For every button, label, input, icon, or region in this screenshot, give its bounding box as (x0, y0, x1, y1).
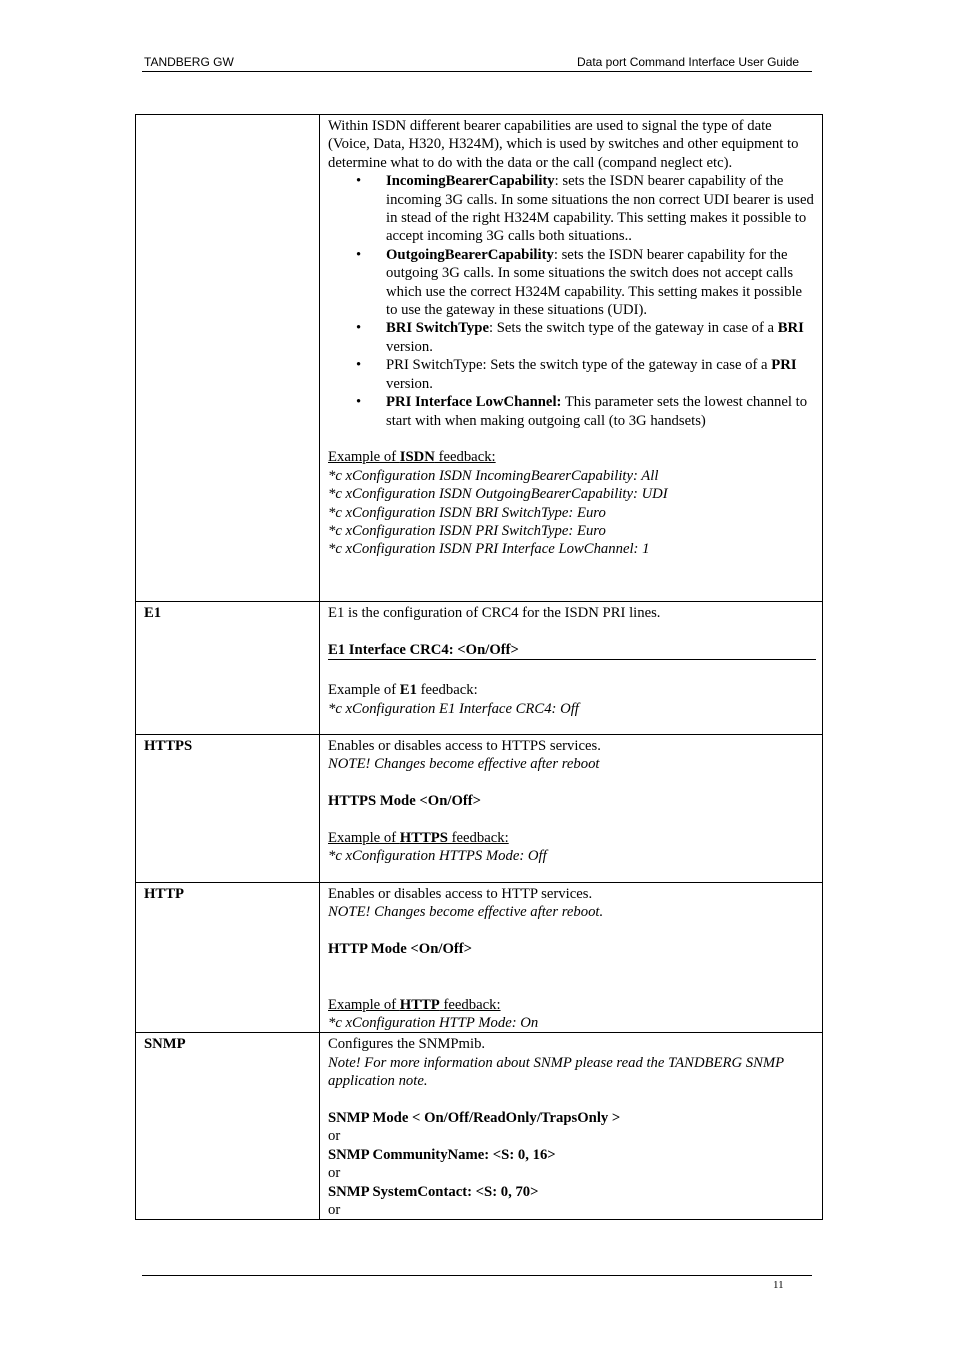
http-note: NOTE! Changes become effective after reboot. (328, 904, 604, 921)
bullet-icon: • (356, 246, 362, 263)
desc-cell-snmp (320, 1033, 823, 1220)
http-description: Enables or disables access to HTTP services. (328, 886, 593, 902)
e1-feedback-line: *c xConfiguration E1 Interface CRC4: Off (328, 700, 579, 717)
page-number: 11 (773, 1279, 784, 1291)
https-syntax: HTTPS Mode <On/Off> (328, 793, 482, 810)
isdn-feedback-line: *c xConfiguration ISDN IncomingBearerCapability: All (328, 467, 659, 484)
footer-rule (142, 1275, 812, 1276)
table-row-http (136, 883, 823, 1033)
desc-cell-https (320, 735, 823, 883)
snmp-or: or (328, 1202, 341, 1219)
config-table (135, 114, 823, 1220)
isdn-feedback-line: *c xConfiguration ISDN OutgoingBearerCapability: UDI (328, 486, 668, 503)
snmp-syntax-mode: SNMP Mode < On/Off/ReadOnly/TrapsOnly > (328, 1110, 621, 1127)
https-key: HTTPS (144, 738, 193, 754)
isdn-example-heading: Example of ISDN feedback: (328, 449, 496, 466)
list-item: • IncomingBearerCapability: sets the ISDN bearer capability of the incoming 3G calls. In some situations the non correct UDI bearer is used in stead of the right H324M capability. This setting makes it possible to accept incoming 3G calls both situations.. (356, 173, 814, 245)
e1-key: E1 (144, 605, 162, 621)
snmp-or: or (328, 1128, 341, 1145)
desc-cell-isdn (320, 115, 823, 602)
isdn-intro: Within ISDN different bearer capabilities are used to signal the type of date (Voice, Data, H320, H324M), which is used by switches and other equipment to determine what to do with the data or the call (compand neglect etc). (328, 118, 799, 171)
http-feedback-line: *c xConfiguration HTTP Mode: On (328, 1015, 539, 1032)
e1-example-heading: Example of E1 feedback: (328, 682, 478, 699)
table-row-isdn (136, 115, 823, 602)
snmp-syntax-contact: SNMP SystemContact: <S: 0, 70> (328, 1183, 539, 1200)
isdn-feedback-line: *c xConfiguration ISDN PRI SwitchType: Euro (328, 522, 606, 539)
isdn-feedback-line: *c xConfiguration ISDN PRI Interface LowChannel: 1 (328, 541, 650, 558)
snmp-description: Configures the SNMPmib. (328, 1036, 486, 1053)
https-description: Enables or disables access to HTTPS services. (328, 738, 601, 754)
http-key: HTTP (144, 886, 184, 902)
header-left: TANDBERG GW (144, 55, 234, 69)
e1-description: E1 is the configuration of CRC4 for the ISDN PRI lines. (328, 605, 661, 621)
snmp-or: or (328, 1165, 341, 1182)
bullet-icon: • (356, 394, 362, 411)
http-syntax: HTTP Mode <On/Off> (328, 941, 473, 958)
key-cell-snmp (136, 1033, 320, 1220)
key-cell-isdn (136, 115, 320, 602)
bullet-icon: • (356, 320, 362, 337)
snmp-syntax-community: SNMP CommunityName: <S: 0, 16> (328, 1146, 556, 1163)
key-cell-http (136, 883, 320, 1033)
isdn-bullet-list (328, 172, 816, 430)
list-item: • OutgoingBearerCapability: sets the ISDN bearer capability for the outgoing 3G calls. In some situations the switch does not accept calls which use the correct H324M capability. This setting makes it possible to use the gateway in these situations (UDI). (356, 246, 803, 319)
isdn-feedback-line: *c xConfiguration ISDN BRI SwitchType: Euro (328, 504, 606, 521)
http-example-heading: Example of HTTP feedback: (328, 996, 501, 1013)
bullet-icon: • (356, 357, 362, 374)
https-feedback-line: *c xConfiguration HTTPS Mode: Off (328, 848, 547, 865)
table-row-snmp (136, 1033, 823, 1220)
https-example-heading: Example of HTTPS feedback: (328, 830, 509, 846)
desc-cell-e1 (320, 602, 823, 735)
key-cell-https (136, 735, 320, 883)
list-item: • PRI SwitchType: Sets the switch type of the gateway in case of a PRI version. (356, 357, 797, 392)
key-cell-e1 (136, 602, 320, 735)
list-item: • BRI SwitchType: Sets the switch type of the gateway in case of a BRI version. (356, 320, 804, 355)
header-right: Data port Command Interface User Guide (577, 55, 800, 69)
snmp-key: SNMP (144, 1036, 186, 1053)
snmp-note: Note! For more information about SNMP please read the TANDBERG SNMP application note. (328, 1054, 784, 1090)
table-row-e1 (136, 602, 823, 735)
https-note: NOTE! Changes become effective after reboot (328, 756, 600, 773)
desc-cell-http (320, 883, 823, 1033)
bullet-icon: • (356, 173, 362, 190)
header-rule (142, 71, 812, 72)
list-item: • PRI Interface LowChannel: This parameter sets the lowest channel to start with when making outgoing call (to 3G handsets) (356, 394, 808, 429)
table-row-https (136, 735, 823, 883)
e1-syntax: E1 Interface CRC4: <On/Off> (328, 641, 816, 660)
